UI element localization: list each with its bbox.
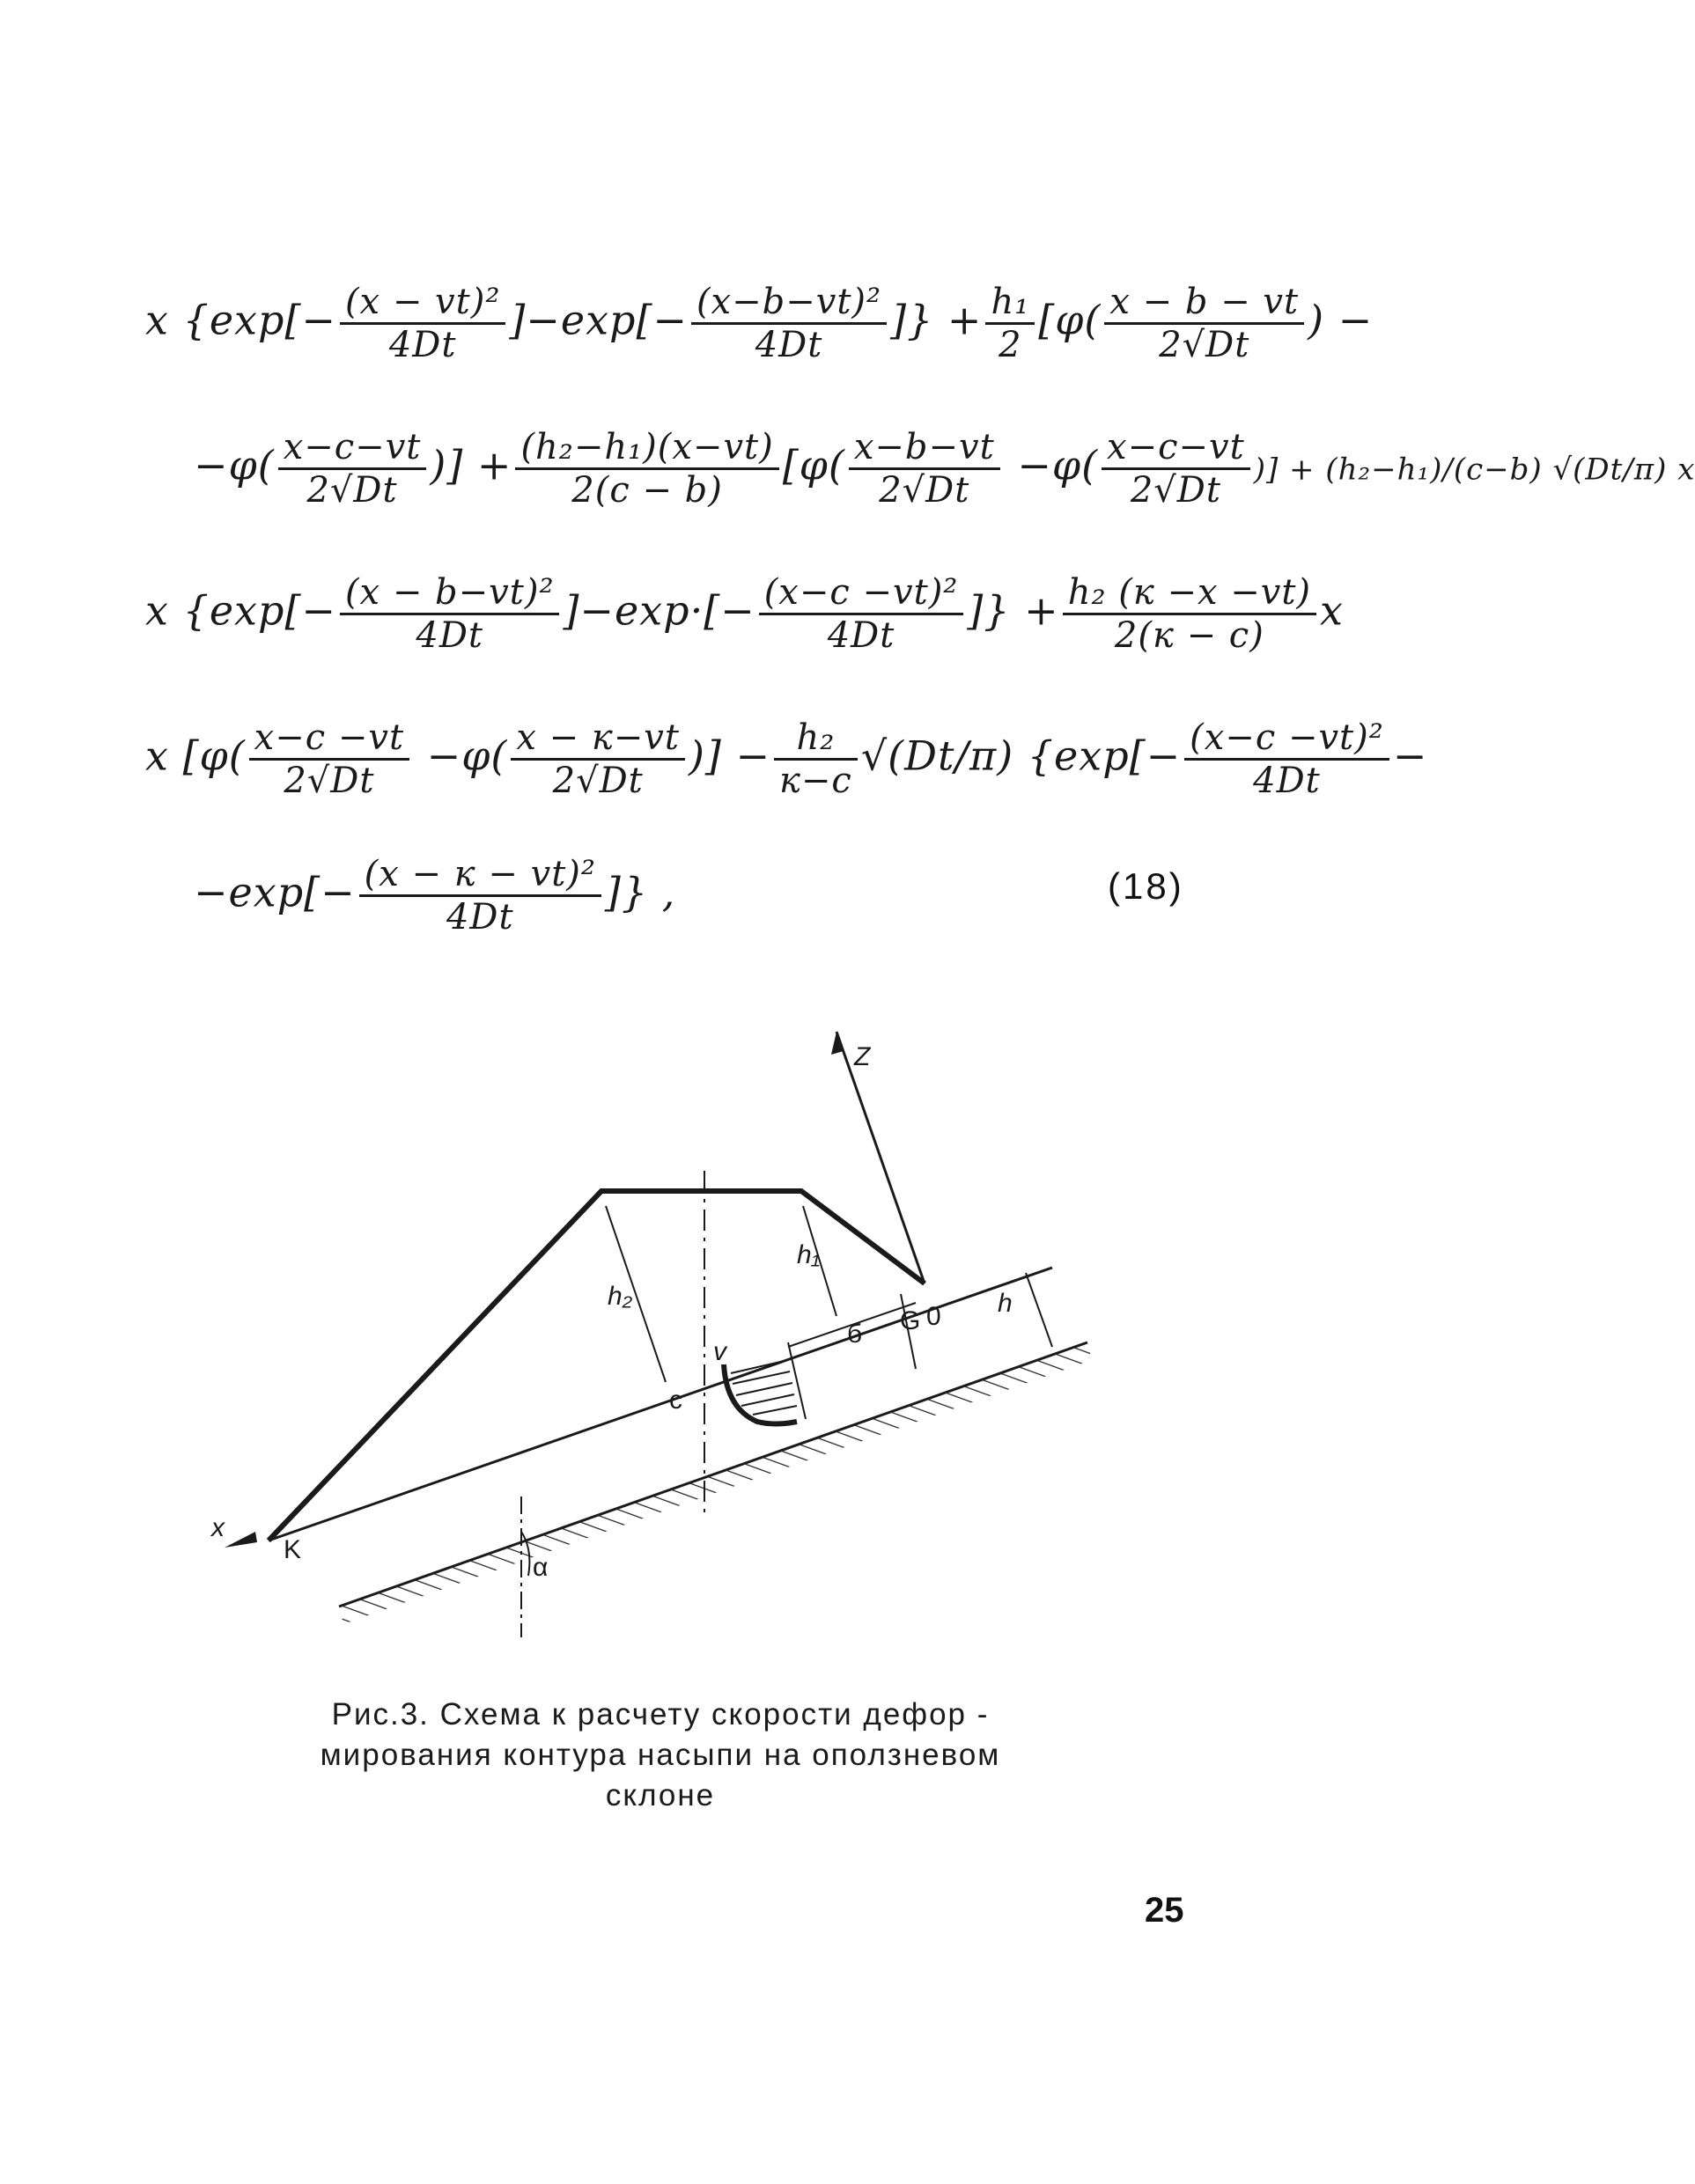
formula-text: [φ( [782,441,845,489]
v-label: v [713,1337,726,1366]
numerator: x−c−vt [1102,427,1250,470]
page-number: 25 [1145,1891,1184,1930]
denominator: 2 [999,325,1022,365]
formula-text: ]} + [967,586,1059,635]
denominator: 4Dt [1253,761,1321,801]
o-point-label: 0 [926,1302,941,1331]
numerator: x−b−vt [849,427,1000,470]
formula-text: ]−exp[− [509,296,688,344]
formula-text: − [1392,732,1428,780]
denominator: 2√Dt [1130,470,1221,511]
numerator: (x−c −vt)² [1184,717,1389,761]
formula-text: [φ( [1038,296,1102,344]
alpha-label: α [533,1553,549,1582]
numerator: (x − b−vt)² [340,572,560,615]
embankment-contour [269,1191,925,1541]
formula-text: x {exp[− [145,296,336,344]
formula-text: x {exp[− [145,586,336,635]
x-axis-label: x [211,1513,225,1542]
c-point-label: c [669,1386,682,1415]
denominator: 2(к − c) [1114,615,1264,656]
numerator: x − к−vt [511,717,685,761]
denominator: 2√Dt [1159,325,1250,365]
formula-text: −φ( [194,441,275,489]
denominator: 2(c − b) [571,470,723,511]
numerator: x−c −vt [249,717,409,761]
z-axis-label: Z [854,1042,871,1071]
denominator: 4Dt [755,325,823,365]
formula-text: )] − [688,732,771,780]
numerator: h₂ (к −x −vt) [1063,572,1316,615]
formula-text: ]} + [890,296,983,344]
denominator: 4Dt [827,615,895,656]
figure-caption [264,1695,1057,1816]
numerator: h₂ [774,717,858,761]
formula-text: √(Dt/π) {exp[− [860,732,1182,780]
denominator: 4Dt [446,897,514,938]
caption-line-3: склоне [605,1778,716,1813]
formula-text: −φ( [413,732,508,780]
denominator: 2√Dt [552,761,644,801]
formula-text: )] + (h₂−h₁)/(c−b) √(Dt/π) x [1253,452,1695,488]
h-dimension [1026,1273,1052,1347]
denominator: 2√Dt [306,470,398,511]
b-label: б [847,1320,863,1349]
caption-line-2: мирования контура насыпи на оползневом [320,1738,1001,1772]
numerator: (x − vt)² [340,282,505,325]
formula-text: x [φ( [145,732,246,780]
denominator: 4Dt [416,615,483,656]
denominator: 4Dt [388,325,457,365]
denominator: к−c [779,761,852,801]
numerator: x−c−vt [278,427,427,470]
h-label: h [998,1289,1013,1318]
formula-text: −exp[− [194,868,356,916]
numerator: (x−c −vt)² [759,572,964,615]
formula-text: −φ( [1003,441,1099,489]
k-point-label: K [284,1535,302,1564]
numerator: (x−b−vt)² [691,282,887,325]
h1-label: h₁ [797,1240,821,1269]
denominator: 2√Dt [284,761,375,801]
formula-text: ) − [1308,296,1374,344]
numerator: x − b − vt [1104,282,1304,325]
x-axis-arrowhead [225,1532,257,1548]
h2-label: h₂ [608,1282,633,1311]
equation-number: (18) [1108,865,1184,907]
formula-text: )] + [430,441,512,489]
velocity-profile-curve [724,1364,797,1424]
c-mark-label: G [900,1306,921,1335]
denominator: 2√Dt [879,470,970,511]
z-axis [836,1032,925,1283]
formula-text: ]−exp·[− [563,586,755,635]
numerator: h₁ [985,282,1035,325]
caption-line-1: Рис.3. Схема к расчету скорости дефор - [331,1697,990,1732]
formula-text: x [1320,586,1344,635]
formula-text: ]} , [604,868,676,916]
numerator: (x − к − vt)² [359,854,601,897]
numerator: (h₂−h₁)(x−vt) [515,427,778,470]
